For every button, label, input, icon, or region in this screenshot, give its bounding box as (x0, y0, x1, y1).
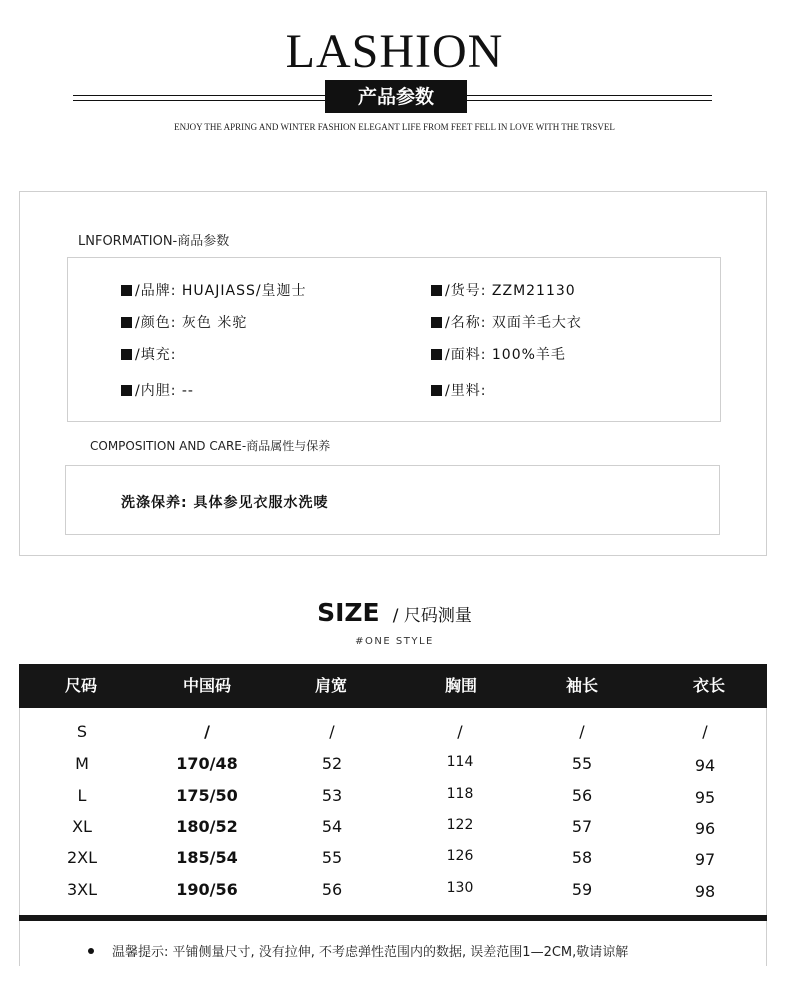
info-item-label: /货号: ZZM21130 (445, 283, 576, 299)
table-cell: / (329, 722, 335, 741)
size-style-label: #ONE STYLE (355, 636, 434, 647)
table-cell: 3XL (66, 880, 98, 899)
column-header: 尺码 (64, 676, 97, 695)
info-item-name (431, 312, 582, 332)
column-header: 胸围 (444, 676, 477, 695)
table-row (19, 880, 767, 904)
square-bullet-icon (431, 385, 442, 396)
table-cell: / (579, 722, 585, 741)
table-cell: / (204, 722, 210, 741)
info-item-brand (121, 280, 307, 300)
column-header: 肩宽 (314, 676, 347, 695)
info-item-label: /里料: (445, 383, 487, 399)
square-bullet-icon (121, 285, 132, 296)
header-rule-left-bottom (73, 100, 325, 101)
column-header: 袖长 (565, 676, 598, 695)
table-cell: 190/56 (176, 880, 238, 899)
table-cell: 95 (694, 788, 716, 807)
table-cell: 114 (446, 754, 474, 770)
header-rule-left-top (73, 95, 325, 96)
square-bullet-icon (121, 317, 132, 328)
table-cell: 97 (694, 850, 716, 869)
care-heading: COMPOSITION AND CARE-商品属性与保养 (90, 439, 331, 453)
info-item-sku (431, 280, 576, 300)
info-item-label: /名称: 双面羊毛大衣 (445, 315, 582, 331)
size-table-header (19, 664, 767, 708)
square-bullet-icon (121, 385, 132, 396)
table-cell: / (702, 722, 708, 741)
table-row (19, 817, 767, 841)
table-cell: 52 (321, 754, 343, 773)
brand-title: LASHION (285, 25, 504, 78)
header-rule-right-top (467, 95, 712, 96)
bullet-dot-icon (88, 948, 94, 954)
column-header: 中国码 (182, 676, 231, 695)
table-cell: S (76, 722, 88, 741)
table-cell: 58 (571, 848, 593, 867)
table-cell: 57 (571, 817, 593, 836)
size-note (88, 941, 628, 960)
table-cell: 130 (446, 880, 474, 896)
table-cell: XL (72, 817, 92, 836)
info-item-inner (121, 380, 194, 400)
table-cell: 180/52 (176, 817, 238, 836)
table-cell: 55 (571, 754, 593, 773)
table-cell: 56 (321, 880, 343, 899)
info-item-filling (121, 344, 176, 364)
table-cell: 96 (694, 819, 716, 838)
table-row (19, 722, 767, 746)
section-badge: 产品参数 (325, 80, 467, 113)
table-cell: 53 (321, 786, 343, 805)
table-cell: 175/50 (176, 786, 238, 805)
info-item-label: /填充: (135, 347, 177, 363)
table-cell: 122 (446, 817, 474, 833)
note-border-left (19, 921, 20, 966)
table-cell: 170/48 (176, 754, 238, 773)
table-row (19, 786, 767, 810)
tagline: ENJOY THE APRING AND WINTER FASHION ELEGANT LIFE FROM FEET FELL IN LOVE WITH THE TRSVEL (174, 122, 615, 132)
info-item-fabric (431, 344, 566, 364)
table-cell: 55 (321, 848, 343, 867)
header-rule-right-bottom (467, 100, 712, 101)
table-cell: 2XL (66, 848, 98, 867)
table-row (19, 848, 767, 872)
table-cell: 98 (694, 882, 716, 901)
info-item-label: /品牌: HUAJIASS/皇迦士 (135, 283, 307, 299)
info-item-lining (431, 380, 486, 400)
column-header: 衣长 (692, 676, 725, 695)
table-cell: M (75, 754, 89, 773)
size-title: SIZE (317, 598, 380, 627)
table-cell: 54 (321, 817, 343, 836)
square-bullet-icon (431, 349, 442, 360)
note-border-right (766, 921, 767, 966)
size-subtitle: / 尺码测量 (392, 606, 472, 626)
size-note-text: 温馨提示: 平铺侧量尺寸, 没有拉伸, 不考虑弹性范围内的数据, 误差范围1—2CM,敬请谅解 (112, 945, 629, 960)
table-cell: 59 (571, 880, 593, 899)
table-cell: L (77, 786, 87, 805)
info-heading: LNFORMATION-商品参数 (78, 234, 230, 249)
table-cell: / (457, 722, 463, 741)
table-cell: 185/54 (176, 848, 238, 867)
table-bottom-rule (19, 915, 767, 921)
table-cell: 94 (694, 756, 716, 775)
info-item-label: /颜色: 灰色 米驼 (135, 315, 248, 331)
info-item-label: /面料: 100%羊毛 (445, 347, 566, 363)
table-cell: 126 (446, 848, 474, 864)
table-cell: 56 (571, 786, 593, 805)
table-cell: 118 (446, 786, 474, 802)
care-text: 洗涤保养: 具体参见衣服水洗唛 (121, 495, 329, 511)
square-bullet-icon (431, 285, 442, 296)
table-row (19, 754, 767, 778)
info-item-label: /内胆: -- (135, 383, 194, 399)
info-item-color (121, 312, 247, 332)
square-bullet-icon (431, 317, 442, 328)
size-title-row (0, 598, 789, 627)
square-bullet-icon (121, 349, 132, 360)
